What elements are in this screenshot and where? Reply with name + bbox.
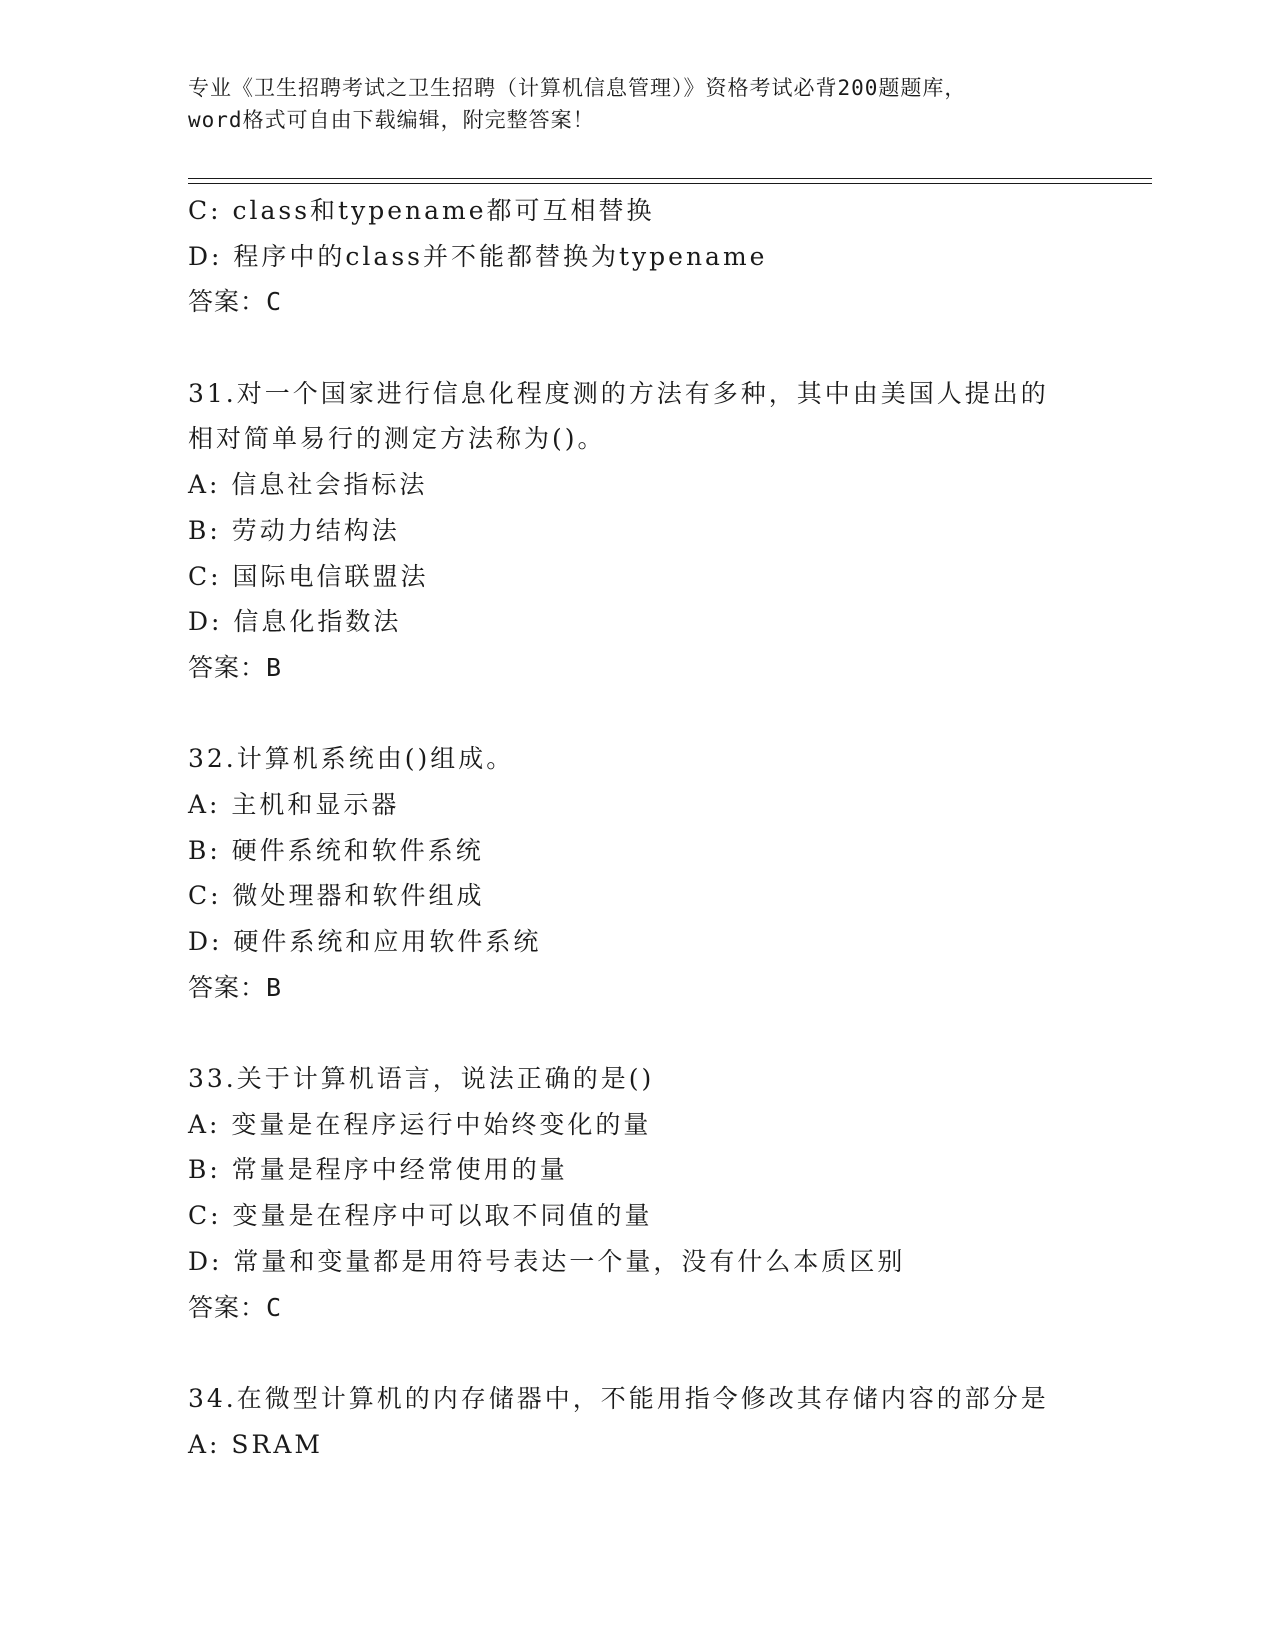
answer-line: 答案：B <box>188 972 283 1002</box>
option-c: C: 变量是在程序中可以取不同值的量 <box>188 1201 653 1231</box>
question-block-33 <box>188 1056 1148 1330</box>
option-b: B: 硬件系统和软件系统 <box>188 835 484 865</box>
option-d: D: 程序中的class并不能都替换为typename <box>188 241 768 271</box>
answer-line: 答案：B <box>188 652 283 682</box>
question-stem: 32.计算机系统由()组成。 <box>188 744 515 774</box>
question-stem: 34.在微型计算机的内存储器中，不能用指令修改其存储内容的部分是 <box>188 1383 1049 1413</box>
question-block-34 <box>188 1376 1148 1467</box>
option-d: D: 硬件系统和应用软件系统 <box>188 927 542 956</box>
question-stem-continued: 相对简单易行的测定方法称为()。 <box>188 424 606 454</box>
option-c: C: 国际电信联盟法 <box>188 561 429 591</box>
option-b: B: 常量是程序中经常使用的量 <box>188 1155 568 1185</box>
question-block-prev <box>188 188 1148 325</box>
question-stem: 33.关于计算机语言，说法正确的是() <box>188 1064 655 1094</box>
spacer <box>188 1330 1148 1376</box>
spacer <box>188 325 1148 371</box>
question-block-32 <box>188 736 1148 1010</box>
header-title-line2: word格式可自由下载编辑，附完整答案！ <box>188 108 595 132</box>
option-c: C: class和typename都可互相替换 <box>188 196 655 225</box>
option-b: B: 劳动力结构法 <box>188 515 400 545</box>
option-d: D: 信息化指数法 <box>188 607 402 637</box>
document-header <box>188 72 1088 136</box>
question-content <box>188 188 1148 1467</box>
option-a: A: 变量是在程序运行中始终变化的量 <box>188 1109 652 1139</box>
header-divider-top <box>188 178 1152 179</box>
answer-line: 答案：C <box>188 287 283 317</box>
spacer <box>188 1010 1148 1056</box>
question-block-31 <box>188 371 1148 691</box>
header-title-line1: 专业《卫生招聘考试之卫生招聘（计算机信息管理）》资格考试必背200题题库， <box>188 76 967 100</box>
option-d: D: 常量和变量都是用符号表达一个量，没有什么本质区别 <box>188 1246 906 1276</box>
spacer <box>188 691 1148 737</box>
option-a: A: 信息社会指标法 <box>188 470 428 500</box>
option-c: C: 微处理器和软件组成 <box>188 881 485 911</box>
option-a: A: SRAM <box>188 1429 324 1459</box>
question-stem: 31.对一个国家进行信息化程度测的方法有多种，其中由美国人提出的 <box>188 378 1049 408</box>
option-a: A: 主机和显示器 <box>188 789 400 819</box>
header-divider-bottom <box>188 183 1152 184</box>
answer-line: 答案：C <box>188 1292 283 1322</box>
